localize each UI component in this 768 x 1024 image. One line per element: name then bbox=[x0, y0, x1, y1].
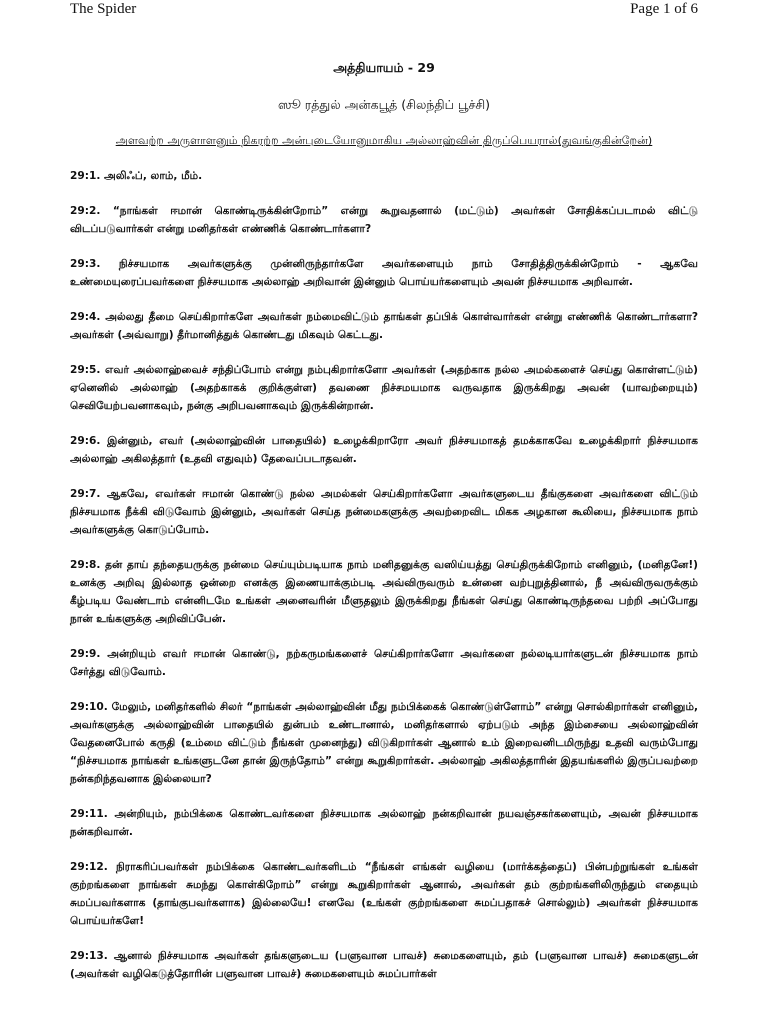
verse-10: 29:10. மேலும், மனிதர்களில் சிலர் “நாங்கள் அல்லாஹ்வின் மீது நம்பிக்கைக் கொண்டுள்ளோம்” என்று சொல்கிறார்கள் எனினும், அவர்களுக்கு அல்லாஹ்வின் பாதையில் துன்பம் உண்டானால், மனிதர்களால் ஏற்படும் அந்த இம்சையை அல்லாஹ்வின் வேதனைபோல் கருதி (உம்மை விட்டும் நீங்கள் முனைந்து) விடுகிறார்கள் ஆனால் உம் இறைவனிடமிருந்து உதவி வரும்போது “நிச்சயமாக நாங்கள் உங்களுடனே தான் இருந்தோம்” என்று கூறுகிறார்கள். அல்லாஹ் அகிலத்தாரின் இதயங்களில் இருப்பவற்றை நன்கறிந்தவனாக இல்லையா? bbox=[70, 701, 698, 785]
verse-1: 29:1. அலிஃப், லாம், மீம். bbox=[70, 170, 203, 182]
page-number: Page 1 of 6 bbox=[630, 1, 698, 17]
verse-2: 29:2. “நாங்கள் ஈமான் கொண்டிருக்கின்றோம்” என்று கூறுவதனால் (மட்டும்) அவர்கள் சோதிக்கப்படாமல் விட்டு விடப்படுவார்கள் என்று மனிதர்கள் எண்ணிக் கொண்டார்களா? bbox=[70, 205, 698, 235]
verse-9: 29:9. அன்றியும் எவர் ஈமான் கொண்டு, நற்கருமங்களைச் செய்கிறார்களோ அவர்களை நல்லடியார்களுடன் நிச்சயமாக நாம் சேர்த்து விடுவோம். bbox=[70, 648, 698, 678]
bismillah-line: அளவற்ற அருளாளனும் நிகரற்ற அன்புடையோனுமாகிய அல்லாஹ்வின் திருப்பெயரால்(துவங்குகின்றேன்) bbox=[115, 134, 653, 147]
surah-title: ஸூ ரத்துல் அன்கபூத் (சிலந்திப் பூச்சி) bbox=[277, 97, 491, 112]
verse-13: 29:13. ஆனால் நிச்சயமாக அவர்கள் தங்களுடைய (பளுவான பாவச்) சுமைகளையும், தம் (பளுவான பாவச்) சுமைகளுடன் (அவர்கள் வழிகெடுத்தோரின் பளுவான பாவச்) சுமைகளையும் சுமப்பார்கள் bbox=[70, 950, 698, 980]
verse-4: 29:4. அல்லது தீமை செய்கிறார்களே அவர்கள் நம்மைவிட்டும் தாங்கள் தப்பிக் கொள்வார்கள் என்று எண்ணிக் கொண்டார்களா? அவர்கள் (அவ்வாறு) தீர்மானித்துக் கொண்டது மிகவும் கெட்டது. bbox=[70, 311, 698, 341]
verse-12: 29:12. நிராகரிப்பவர்கள் நம்பிக்கை கொண்டவர்களிடம் “நீங்கள் எங்கள் வழியை (மார்க்கத்தைப்) பின்பற்றுங்கள் உங்கள் குற்றங்களை நாங்கள் சுமந்து கொள்கிறோம்” என்று கூறுகிறார்கள் ஆனால், அவர்கள் தம் குற்றங்களிலிருந்தும் எதையும் சுமப்பவர்களாக (தாங்குபவர்களாக) இல்லையே! எனவே (உங்கள் குற்றங்களை சுமப்பதாகச் சொல்லும்) அவர்கள் நிச்சயமாக பொய்யர்களே! bbox=[70, 861, 698, 927]
verse-7: 29:7. ஆகவே, எவர்கள் ஈமான் கொண்டு நல்ல அமல்கள் செய்கிறார்களோ அவர்களுடைய தீங்குகளை அவர்களை விட்டும் நிச்சயமாக நீக்கி விடுவோம் இன்னும், அவர்கள் செய்த நன்மைகளுக்கு அவற்றைவிட மிகக அழகான கூலியை, நிச்சயமாக நாம் அவர்களுக்கு கொடுப்போம். bbox=[70, 488, 698, 536]
page-content bbox=[70, 60, 698, 1000]
document-title: The Spider bbox=[70, 1, 137, 17]
verse-8: 29:8. தன் தாய் தந்தையருக்கு நன்மை செய்யும்படியாக நாம் மனிதனுக்கு வஸிய்யத்து செய்திருக்கிறோம் எனினும், (மனிதனே!) உனக்கு அறிவு இல்லாத ஒன்றை எனக்கு இணையாக்கும்படி அவ்விருவரும் உன்னை வற்புறுத்தினால், நீ அவ்விருவருக்கும் கீழ்படிய வேண்டாம் என்னிடமே உங்கள் அனைவரின் மீளுதலும் இருக்கிறது நீங்கள் செய்து கொண்டிருந்தவை பற்றி அப்போது நான் உங்களுக்கு அறிவிப்பேன். bbox=[70, 559, 698, 625]
verse-3: 29:3. நிச்சயமாக அவர்களுக்கு முன்னிருந்தார்களே அவர்களையும் நாம் சோதித்திருக்கின்றோம் - ஆகவே உண்மையுரைப்பவர்களை நிச்சயமாக அல்லாஹ் அறிவான் இன்னும் பொய்யர்களையும் அவன் நிச்சயமாக அறிவான். bbox=[70, 258, 698, 288]
chapter-heading: அத்தியாயம் - 29 bbox=[333, 60, 435, 75]
verse-6: 29:6. இன்னும், எவர் (அல்லாஹ்வின் பாதையில்) உழைக்கிறாரோ அவர் நிச்சயமாகத் தமக்காகவே உழைக்கிறார் நிச்சயமாக அல்லாஹ் அகிலத்தார் (உதவி எதுவும்) தேவைப்படாதவன். bbox=[70, 435, 698, 465]
verse-5: 29:5. எவர் அல்லாஹ்வைச் சந்திப்போம் என்று நம்புகிறார்களோ அவர்கள் (அதற்காக நல்ல அமல்களைச் செய்து கொள்ளட்டும்) ஏனெனில் அல்லாஹ் (அதற்காகக் குறிக்குள்ள) தவணை நிச்சமயமாக வருவதாக இருக்கிறது அவன் (யாவற்றையும்) செவியேற்பவனாகவும், நன்கு அறிபவனாகவும் இருக்கின்றான். bbox=[70, 364, 698, 412]
running-header bbox=[0, 0, 768, 22]
verse-11: 29:11. அன்றியும், நம்பிக்கை கொண்டவர்களை நிச்சயமாக அல்லாஹ் நன்கறிவான் நயவஞ்சகர்களையும், அவன் நிச்சயமாக நன்கறிவான். bbox=[70, 808, 698, 838]
